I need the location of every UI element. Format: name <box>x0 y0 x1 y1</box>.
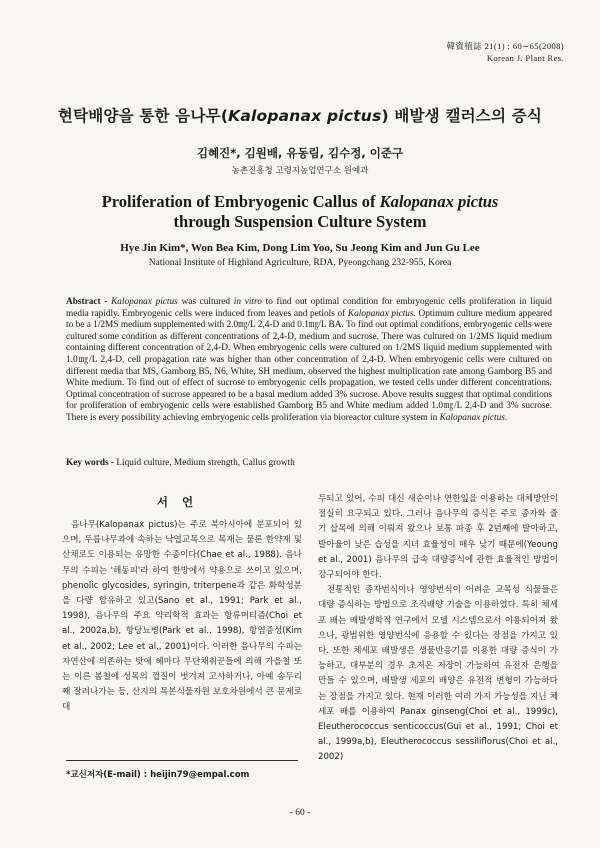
abstract-species-3: Kalopanax pictus <box>439 412 505 423</box>
english-authors: Hye Jin Kim*, Won Bea Kim, Dong Lim Yoo, Su Jeong Kim and Jun Gu Lee <box>120 242 480 254</box>
page-number: - 60 - <box>289 808 311 818</box>
english-title <box>0 192 600 232</box>
journal-name: Korean J. Plant Res. <box>486 53 564 63</box>
english-affiliation: National Institute of Highland Agriculture, RDA, Pyeongchang 232-955, Korea <box>148 258 452 268</box>
footnote-divider <box>66 760 298 761</box>
abstract-text-2: to find out optimal condition for embryogenic cells proliferation in liquid media rapidly. Embryogenic cells were induced from leaves and petiols of <box>66 297 552 319</box>
right-column <box>318 492 558 766</box>
english-title-line2: through Suspension Culture System <box>173 212 427 231</box>
korean-authors: 김혜진*, 김원배, 유동림, 김수정, 이준구 <box>196 146 404 160</box>
abstract-in-vitro: in vitro <box>233 297 262 307</box>
abstract-text-1: was cultured <box>177 297 234 307</box>
left-paragraph-1: 음나무(Kalopanax pictus)는 주로 북아시아에 분포되어 있으며, 두릅나무과에 속하는 낙엽교목으로 목재는 물론 한약재 및 산채로도 이용되는 유망한 수종이다(Chae et al., 1988). 음나무의 수피는 '해동피'라 하여 한방에서 약용으로 쓰이고 있으며, phenolic glycosides, syringin, triterpene과 같은 화학성분을 다량 함유하고 있고(Sano et al., 1991; Park et al., 1998), 음나무의 주요 약리학적 효과는 항류머티즘(Choi et al., 2002a,b), 항당뇨병(Park et al., 1998), 항염증성(Kim et al., 2002; Lee et al., 2001)이다. 이러한 음나무의 수피는 자연산에 의존하는 탓에 헤마다 무단채취꾼들에 의해 가을철 또는 이른 봄철에 성목의 껍질이 벗겨져 고사하거나, 아예 송두리째 잘려나가는 등, 산지의 목본식물자원 보호차원에서 큰 문제로 대 <box>62 520 302 713</box>
abstract <box>66 297 552 425</box>
section-heading-introduction: 서언 <box>156 495 208 509</box>
abstract-label: Abstract - <box>66 297 112 307</box>
english-title-species: Kalopanax pictus <box>379 192 499 211</box>
abstract-species: Kalopanax pictus <box>111 297 178 307</box>
abstract-text-3: Optimum culture medium appeared to be a 1/2MS medium supplemented with 2.0㎎/L 2,4-D and 0.1㎎/L BA. To find out optimal conditions, embryogenic cells were cultured some condition as different concentrations of 2,4-D, medium and sucrose. There was cultured on 1/2MS liquid medium containing different concentration of 2,4-D. When embryogenic cells were cultured on 1/2MS liquid medium supplemented with 1.0㎎/L 2,4-D, cell propagation rate was higher than other concentration of 2,4-D. When embryogenic cells were cultured on different media that MS, Gamborg B5, N6, White, SH medium, observed the highest multiplication rate among Gamborg B5 and White medium. To find out of effect of sucrose to embryogenic cells propagation, we tested cells under different concentrations. Optimal concentration of sucrose appeared to be a basal medium added 3% sucrose. Above results suggest that optimal conditions for proliferation of embryogenic cells were established Gamborg B5 and White medium added 1.0㎎/L 2,4-D and 3% sucrose. There is every possibility achieving embryogenic cells proliferation via bioreactor culture system in <box>66 308 552 423</box>
corresponding-author-footnote: *교신저자(E-mail) : heijin79@empal.com <box>66 770 250 780</box>
korean-title-pre: 현탁배양을 통한 음나무( <box>57 107 229 125</box>
abstract-species-2: Kalopanax pictus. <box>347 308 416 319</box>
left-column <box>62 518 302 716</box>
keywords-label: Key words - <box>66 458 117 468</box>
korean-title-post: ) 배발생 캘러스의 증식 <box>381 107 543 125</box>
journal-citation: 韓資植誌 21(1) : 60∼65(2008) <box>446 41 564 51</box>
right-paragraph-1: 두되고 있어, 수피 대신 새순이나 연한잎을 이용하는 대체방안이 절실히 요구되고 있다. 그러나 음나무의 증식은 주로 종자와 줄기 삽목에 의해 이뤄져 왔으나 보통 파종 후 2년째에 발아하고, 발아율이 낮은 습성을 지녀 효율성이 매우 낮기 때문에(Yeoung et al., 2001) 음나무의 급속 대량증식에 관한 효율적인 방법이 강구되어야 한다. <box>318 494 558 581</box>
korean-title-species: Kalopanax pictus <box>228 107 382 125</box>
korean-title <box>0 104 600 126</box>
keywords-text: Liquid culture, Medium strength, Callus growth <box>116 458 295 468</box>
right-paragraph-2: 전통적인 종자번식이나 영양번식이 어려운 교목성 식물들은 대량 증식하는 방법으로 조직배양 기술을 이용하였다. 특히 체세포 배는 배발생학적 연구에서 모델 시스템으로서 이용되어져 왔으나, 광범위한 영양번식에 응용할 수 있다는 장점을 가지고 있다. 또한 체세포 배발생은 생물반응기를 이용한 대량 증식이 가능하고, 대부분의 경우 초저온 저장이 가능하여 유전자 은행을 만들 수 있으며, 배발생 세포의 배양은 유전적 변형이 가능하다는 장점을 가지고 있다. 현재 이러한 여러 가지 가능성을 지닌 체세포 배를 이용하여 Panax ginseng(Choi et al., 1999c), Eleutherococcus senticoccus(Gui et al., 1991; Choi et al., 1999a,b), Eleutherococcus sessiliflorus(Choi et al., 2002) <box>318 585 558 763</box>
korean-affiliation: 농촌진흥청 고령지농업연구소 원예과 <box>231 166 369 176</box>
abstract-end: . <box>504 412 508 423</box>
english-title-pre: Proliferation of Embryogenic Callus of <box>101 192 380 211</box>
english-title-line1 <box>0 192 600 212</box>
journal-header <box>446 40 564 64</box>
keywords <box>66 458 552 468</box>
